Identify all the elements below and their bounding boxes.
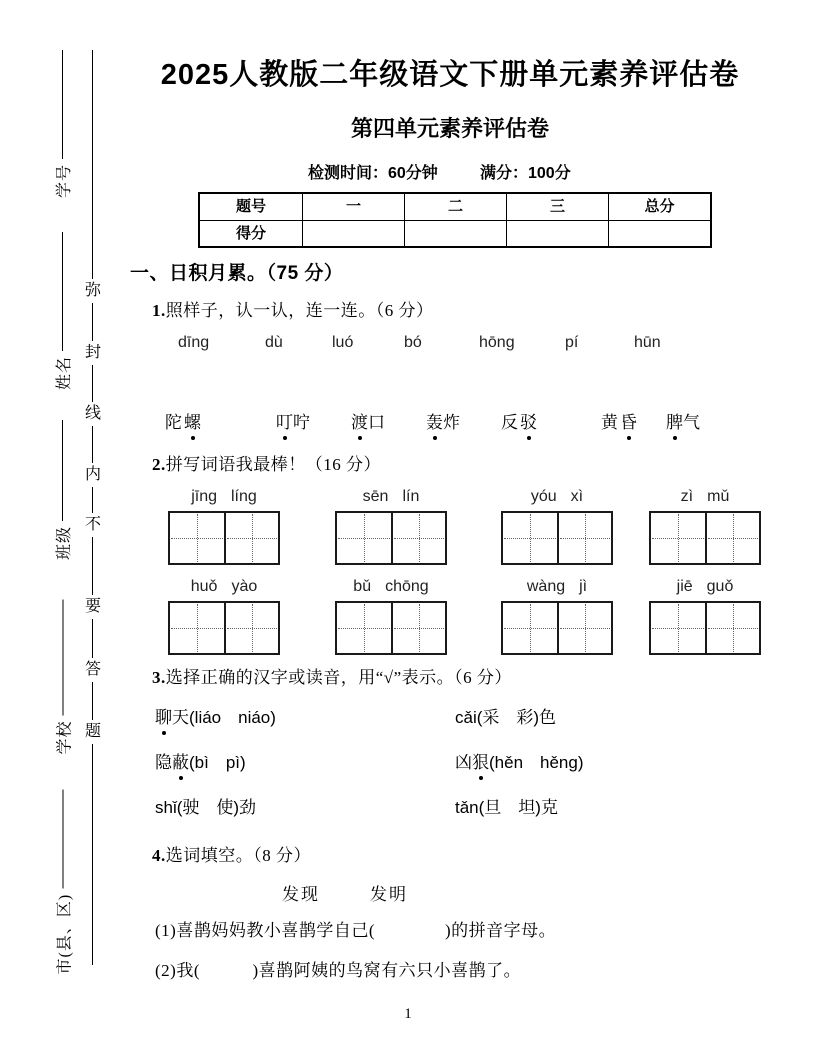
q2-pinyin-pair xyxy=(649,578,761,596)
page-number: 1 xyxy=(404,1006,412,1022)
q3-dotted: 蔽 xyxy=(172,748,189,773)
q3-part: 天(liáo niáo) xyxy=(172,708,276,727)
q2-heading xyxy=(152,450,381,475)
q3-part: (hěn hěng) xyxy=(489,753,584,772)
city-label: 市(县、区) xyxy=(56,893,73,975)
q1-heading xyxy=(152,296,434,321)
q3-text: 选择正确的汉字或读音，用“√”表示。（6 分） xyxy=(165,668,512,687)
grid-cell xyxy=(651,513,705,563)
grid-cell xyxy=(557,603,611,653)
q1-word-part: 黄 xyxy=(601,413,620,432)
q3-part: 凶 xyxy=(455,753,472,772)
test-time-label: 检测时间：60分钟 xyxy=(308,165,438,182)
q3-number: 3. xyxy=(152,668,166,687)
q2-syllable: jiē xyxy=(676,578,693,595)
seal-char: 答 xyxy=(84,658,102,682)
q1-word-part: 反 xyxy=(501,413,520,432)
writing-grid xyxy=(501,511,613,565)
seal-char: 要 xyxy=(84,595,102,619)
q2-syllable: jì xyxy=(579,578,588,595)
seal-char: 线 xyxy=(84,402,102,426)
section1-heading: 一、日积月累。（75 分） xyxy=(130,263,344,284)
grid-cell xyxy=(224,513,278,563)
unit-subtitle: 第四单元素养评估卷 xyxy=(350,116,549,141)
name-blank xyxy=(50,232,74,390)
q1-pinyin: bó xyxy=(404,334,422,351)
q2-pinyin-pair xyxy=(501,578,613,596)
q4-bank-word: 发明 xyxy=(370,885,408,904)
q2-pinyin-pair xyxy=(501,488,613,506)
q4-bank-word: 发现 xyxy=(282,885,320,904)
q3-item xyxy=(455,703,556,728)
q2-syllable: chōng xyxy=(385,578,429,595)
q2-syllable: líng xyxy=(231,488,257,505)
q1-word xyxy=(426,408,462,433)
score-cell-empty xyxy=(302,220,404,246)
grid-cell xyxy=(651,603,705,653)
q4-number: 4. xyxy=(152,846,166,865)
paper-title: 2025人教版二年级语文下册单元素养评估卷 xyxy=(160,59,740,91)
writing-grid xyxy=(168,511,280,565)
q1-word xyxy=(165,408,201,433)
score-cell-empty xyxy=(608,220,710,246)
writing-grid xyxy=(335,601,447,655)
q2-syllable: lín xyxy=(402,488,420,505)
q3-part: (bì pì) xyxy=(189,753,246,772)
score-table-header: 三 xyxy=(506,194,608,220)
score-table-header: 总分 xyxy=(608,194,710,220)
q1-word-dotted: 驳 xyxy=(520,408,537,433)
q3-item xyxy=(455,793,558,818)
q2-syllable: yào xyxy=(231,578,258,595)
q1-word-part: 气 xyxy=(683,413,702,432)
q3-item xyxy=(155,793,256,818)
q1-word-dotted: 轰 xyxy=(426,408,443,433)
school-line xyxy=(62,600,63,716)
q2-syllable: jīng xyxy=(191,488,217,505)
q2-syllable: yóu xyxy=(530,488,557,505)
q2-pinyin-pair xyxy=(335,578,447,596)
q1-word-part: 炸 xyxy=(443,413,462,432)
q1-pinyin: hōng xyxy=(479,334,515,351)
city-blank xyxy=(51,790,75,975)
paper-content xyxy=(130,0,770,1056)
q1-word-dotted: 脾 xyxy=(666,408,683,433)
q1-number: 1. xyxy=(152,301,166,320)
name-label: 姓名 xyxy=(55,355,73,390)
q1-pinyin: dù xyxy=(265,334,283,351)
school-blank xyxy=(51,600,75,755)
q2-pinyin-pair xyxy=(335,488,447,506)
grid-cell xyxy=(705,603,759,653)
writing-grid xyxy=(649,511,761,565)
class-blank xyxy=(50,420,74,560)
student-id-blank xyxy=(50,50,74,198)
seal-vertical-line xyxy=(92,50,93,965)
q3-dotted: 狠 xyxy=(472,748,489,773)
q1-text: 照样子，认一认，连一连。（6 分） xyxy=(165,301,434,320)
score-table-header: 一 xyxy=(302,194,404,220)
class-label: 班级 xyxy=(55,525,73,560)
q1-pinyin: pí xyxy=(565,334,579,351)
q3-part: 隐 xyxy=(155,753,172,772)
q3-part: shǐ(驶 使)劲 xyxy=(155,798,257,817)
q4-text: 选词填空。（8 分） xyxy=(165,846,311,865)
score-table xyxy=(198,192,712,248)
q3-part: cǎi(采 彩)色 xyxy=(455,708,557,727)
seal-char: 弥 xyxy=(84,279,102,303)
name-line xyxy=(62,232,63,351)
q2-syllable: zì xyxy=(680,488,694,505)
grid-cell xyxy=(170,603,224,653)
writing-grid xyxy=(335,511,447,565)
q3-item xyxy=(155,748,246,773)
student-id-label: 学号 xyxy=(55,163,73,198)
q1-word xyxy=(351,408,387,433)
grid-cell xyxy=(503,513,557,563)
school-label: 学校 xyxy=(56,720,73,755)
q3-item xyxy=(455,748,584,773)
q1-word-part: 咛 xyxy=(293,413,312,432)
full-score-label: 满分：100分 xyxy=(480,165,571,182)
score-cell-empty xyxy=(506,220,608,246)
q1-word-dotted: 叮 xyxy=(276,408,293,433)
q3-dotted: 聊 xyxy=(155,703,172,728)
q2-pinyin-pair xyxy=(168,488,280,506)
score-cell-empty xyxy=(404,220,506,246)
writing-grid xyxy=(501,601,613,655)
q1-word xyxy=(601,408,637,433)
q2-syllable: guǒ xyxy=(706,578,734,595)
q2-syllable: bǔ xyxy=(353,578,372,595)
q1-word-dotted: 螺 xyxy=(184,408,201,433)
writing-grid xyxy=(168,601,280,655)
grid-cell xyxy=(224,603,278,653)
q1-word-part: 口 xyxy=(368,413,387,432)
grid-cell xyxy=(337,603,391,653)
q1-word-part: 陀 xyxy=(165,413,184,432)
q3-heading xyxy=(152,663,512,688)
city-line xyxy=(62,790,63,889)
q2-pinyin-pair xyxy=(168,578,280,596)
q2-syllable: wàng xyxy=(526,578,566,595)
grid-cell xyxy=(391,603,445,653)
q2-number: 2. xyxy=(152,455,166,474)
score-row-label: 得分 xyxy=(200,220,302,246)
q3-item xyxy=(155,703,276,728)
q4-item: (1)喜鹊妈妈教小喜鹊学自己( )的拼音字母。 xyxy=(155,921,557,940)
seal-char: 内 xyxy=(84,463,102,487)
score-table-header: 二 xyxy=(404,194,506,220)
grid-cell xyxy=(170,513,224,563)
writing-grid xyxy=(649,601,761,655)
score-table-header: 题号 xyxy=(235,198,266,215)
seal-char: 不 xyxy=(84,513,102,537)
q2-syllable: mǔ xyxy=(707,488,730,505)
grid-cell xyxy=(503,603,557,653)
q1-word xyxy=(666,408,702,433)
student-id-line xyxy=(62,50,63,159)
q4-item: (2)我( )喜鹊阿姨的鸟窝有六只小喜鹊了。 xyxy=(155,961,522,980)
grid-cell xyxy=(391,513,445,563)
q1-word-dotted: 昏 xyxy=(620,408,637,433)
q1-pinyin: luó xyxy=(332,334,354,351)
q2-syllable: sēn xyxy=(362,488,389,505)
q2-text: 拼写词语我最棒！（16 分） xyxy=(165,455,381,474)
q2-syllable: huǒ xyxy=(190,578,218,595)
seal-char: 封 xyxy=(84,341,102,365)
grid-cell xyxy=(705,513,759,563)
q1-word-dotted: 渡 xyxy=(351,408,368,433)
q1-word xyxy=(501,408,537,433)
class-line xyxy=(62,420,63,521)
q2-syllable: xì xyxy=(570,488,584,505)
q3-part: tǎn(旦 坦)克 xyxy=(455,798,558,817)
grid-cell xyxy=(337,513,391,563)
q1-word xyxy=(276,408,312,433)
q4-heading xyxy=(152,841,311,866)
seal-char: 题 xyxy=(84,720,102,744)
grid-cell xyxy=(557,513,611,563)
q1-pinyin: dīng xyxy=(178,334,210,351)
q1-pinyin: hūn xyxy=(634,334,661,351)
q2-pinyin-pair xyxy=(649,488,761,506)
